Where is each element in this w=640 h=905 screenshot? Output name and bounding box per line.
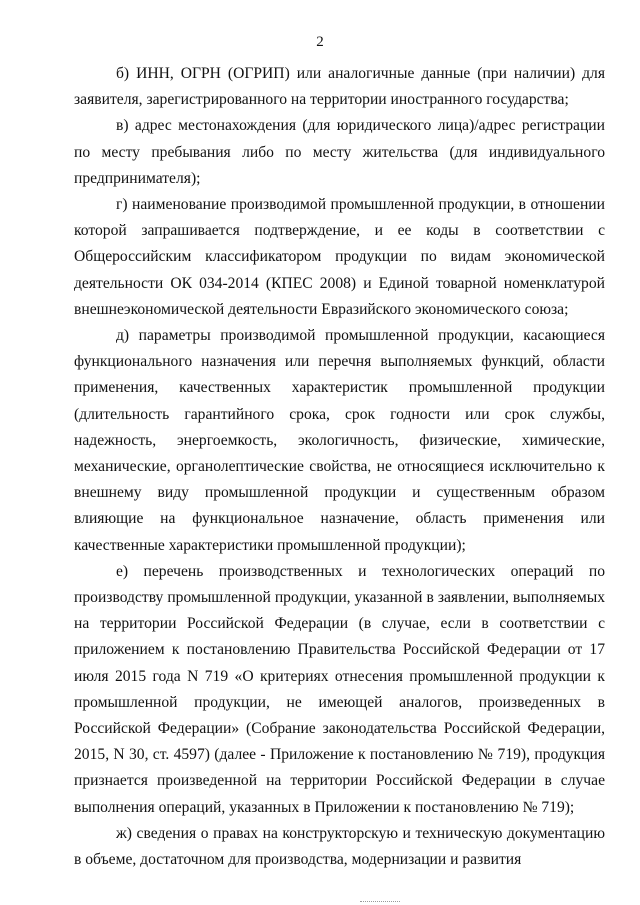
paragraph-d-product-parameters: д) параметры производимой промышленной продукции, касающиеся функционального назначения или перечня выполняемых функций, области применения, качественных характеристик промышленной продукции (длительность гарантийного срока, срок годности или срок службы, надежность, энергоемкость, экологичность, физические, химические, механические, органолептические свойства, не относящиеся исключительно к внешнему виду промышленной продукции и существенным образом влияющие на функциональное назначение, область применения или качественные характеристики промышленной продукции); <box>74 327 605 554</box>
page-number: 2 <box>316 34 324 50</box>
paragraph-b-tax-ids: б) ИНН, ОГРН (ОГРИП) или аналогичные данные (при наличии) для заявителя, зарегистрированного на территории иностранного государства; <box>74 65 605 109</box>
document-body <box>74 61 605 873</box>
paragraph-v-address: в) адрес местонахождения (для юридического лица)/адрес регистрации по месту пребывания либо по месту жительства (для индивидуального предпринимателя); <box>74 117 605 187</box>
paragraph-zh-documentation-rights: ж) сведения о правах на конструкторскую и техническую документацию в объеме, достаточном для производства, модернизации и развития <box>74 824 605 869</box>
scan-artifact <box>360 901 400 905</box>
paragraph-e-operations-list: е) перечень производственных и технологических операций по производству промышленной продукции, указанной в заявлении, выполняемых на территории Российской Федерации (в случае, если в соответствии с приложением к постановлению Правительства Российской Федерации от 17 июля 2015 года N 719 «О критериях отнесения промышленной продукции к промышленной продукции, не имеющей аналогов, произведенных в Российской Федерации» (Собрание законодательства Российской Федерации, 2015, N 30, ст. 4597) (далее - Приложение к постановлению № 719), продукция признается произведенной на территории Российской Федерации в случае выполнения операций, указанных в Приложении к постановлению № 719); <box>74 562 605 816</box>
paragraph-g-product-name: г) наименование производимой промышленной продукции, в отношении которой запрашивается подтверждение, и ее коды в соответствии с Общероссийским классификатором продукции по видам экономической деятельности ОК 034-2014 (КПЕС 2008) и Единой товарной номенклатурой внешнеэкономической деятельности Евразийского экономического союза; <box>74 196 605 318</box>
